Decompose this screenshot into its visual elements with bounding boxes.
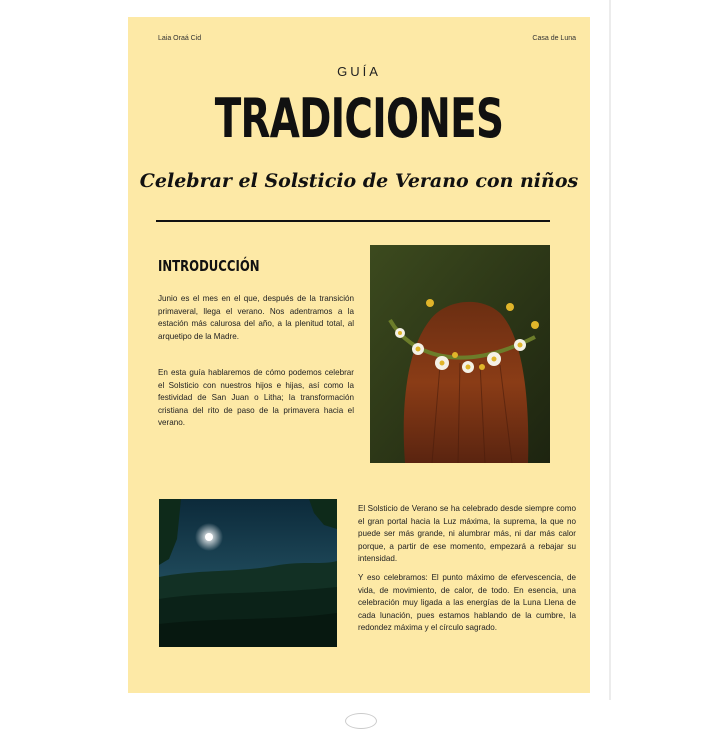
page-subtitle: Celebrar el Solsticio de Verano con niños (139, 170, 579, 192)
page-title: TRADICIONES (214, 87, 504, 150)
solstice-paragraph-1: El Solsticio de Verano se ha celebrado desde siempre como el gran portal hacia la Luz máxima, la suprema, la que no puede ser más grande, ni alumbrar más, ni dar más calor porque, a partir de ese momento, empezará a rebajar su intensidad. (358, 504, 576, 563)
intro-paragraph-1: Junio es el mes en el que, después de la transición primaveral, llega el verano. Nos adentramos a la estación más calurosa del año, a la plenitud total, al arquetipo de la Madre. (158, 294, 354, 341)
page-shadow-edge (609, 0, 611, 700)
moonlit-forest-photo (159, 499, 337, 647)
scroll-indicator (345, 713, 377, 729)
title-divider (156, 220, 550, 222)
guide-kicker: GUÍA (337, 64, 381, 79)
section-title: INTRODUCCIÓN (158, 257, 260, 275)
author-name: Laia Oraá Cid (158, 35, 202, 42)
solstice-paragraph-2: Y eso celebramos: El punto máximo de efervescencia, de vida, de movimiento, de calor, de todo. En esencia, una celebración muy ligada a las energías de la Luna Llena de cada lunación, pues estamos hablando de la cumbre, la redondez máxima y el círculo sagrado. (358, 573, 576, 632)
document-page (128, 17, 590, 693)
flower-crown-photo (370, 245, 550, 463)
intro-paragraph-2: En esta guía hablaremos de cómo podemos celebrar el Solsticio con nuestros hijos e hijas, así como la festividad de San Juan o Litha; la transformación cristiana del rito de paso de la primavera hacia el verano. (158, 368, 354, 427)
brand-name: Casa de Luna (532, 35, 576, 42)
